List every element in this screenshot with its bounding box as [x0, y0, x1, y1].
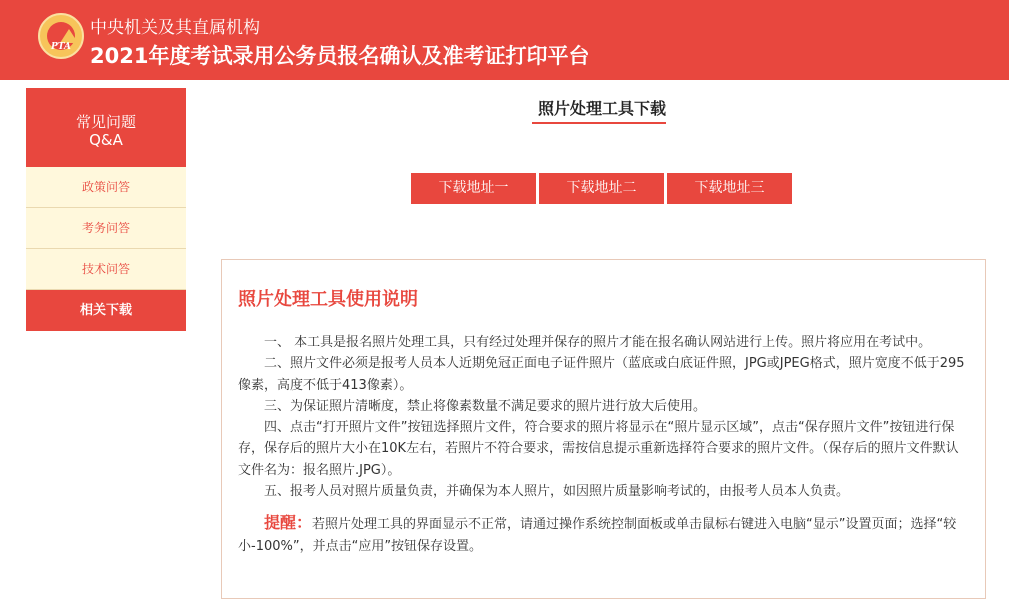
sidebar	[26, 88, 186, 331]
sidebar-heading-en: Q&A	[89, 131, 123, 149]
notice-paragraph	[238, 512, 968, 557]
title-underline	[532, 122, 666, 124]
instruction-item: 五、报考人员对照片质量负责，并确保为本人照片，如因照片质量影响考试的，由报考人员本人负责。	[264, 484, 850, 500]
logo-text: PTA	[51, 42, 71, 52]
pta-logo-icon	[38, 13, 84, 59]
header-title: 2021年度考试录用公务员报名确认及准考证打印平台	[90, 44, 590, 68]
page-title: 照片处理工具下载	[538, 99, 667, 118]
sidebar-item-policy-qa[interactable]: 政策问答	[26, 167, 186, 208]
sidebar-heading-cn: 常见问题	[75, 113, 136, 131]
instructions-title: 照片处理工具使用说明	[238, 289, 418, 310]
notice-text: 若照片处理工具的界面显示不正常，请通过操作系统控制面板或单击鼠标右键进入电脑“显示”设置页面；选择“较小-100%”，并点击“应用”按钮保存设置。	[238, 517, 957, 554]
instruction-item: 三、为保证照片清晰度，禁止将像素数量不满足要求的照片进行放大后使用。	[264, 398, 707, 414]
sidebar-item-tech-qa[interactable]: 技术问答	[26, 249, 186, 290]
instructions-body	[238, 332, 968, 557]
instruction-item: 四、点击“打开照片文件”按钮选择照片文件，符合要求的照片将显示在“照片显示区域”，点击“保存照片文件”按钮进行保存，保存后的照片大小在10K左右，若照片不符合要求，需按信息提示重新选择符合要求的照片文件。（保存后的照片文件默认文件名为：报名照片.JPG）。	[238, 420, 959, 478]
sidebar-item-exam-qa[interactable]: 考务问答	[26, 208, 186, 249]
header-subtitle: 中央机关及其直属机构	[90, 18, 260, 38]
site-header	[0, 0, 1009, 80]
instruction-item: 一、 本工具是报名照片处理工具，只有经过处理并保存的照片才能在报名确认网站进行上传。照片将应用在考试中。	[264, 335, 932, 350]
download-link-1-button[interactable]: 下载地址一	[411, 173, 536, 204]
download-link-3-button[interactable]: 下载地址三	[667, 173, 792, 204]
sidebar-item-downloads[interactable]: 相关下载	[26, 290, 186, 331]
download-link-2-button[interactable]: 下载地址二	[539, 173, 664, 204]
logo-triangle-icon	[60, 29, 78, 43]
instructions-panel	[221, 259, 986, 599]
instruction-item: 二、照片文件必须是报考人员本人近期免冠正面电子证件照片（蓝底或白底证件照，JPG或JPEG格式，照片宽度不低于295像素，高度不低于413像素）。	[238, 356, 965, 393]
sidebar-heading	[26, 88, 186, 167]
notice-label: 提醒：	[264, 513, 313, 533]
